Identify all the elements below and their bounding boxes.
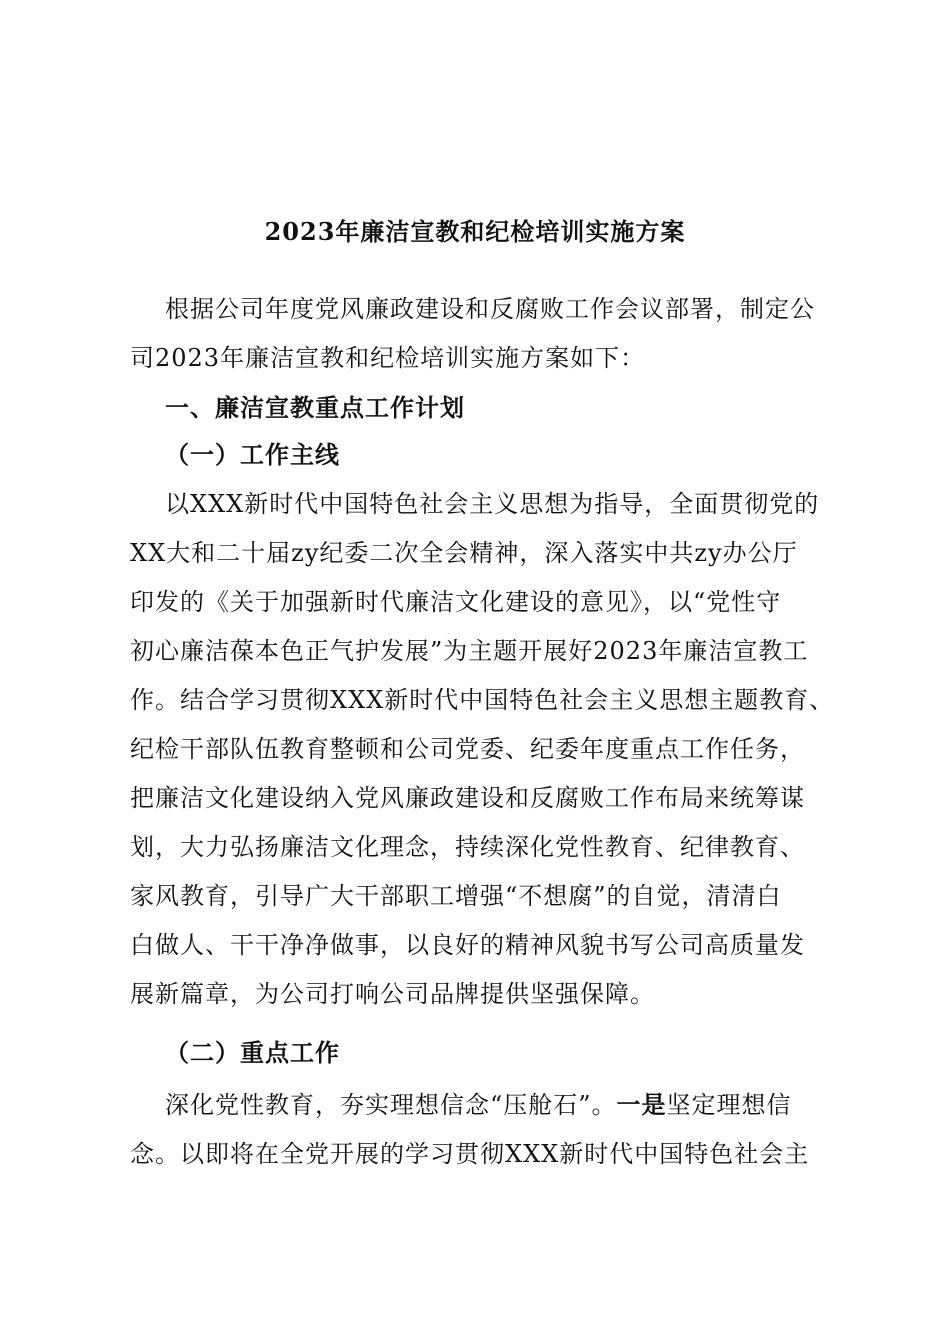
body-line: 白做人、干干净净做事，以良好的精神风貌书写公司高质量发 <box>130 931 805 959</box>
body-line: 纪检干部队伍教育整顿和公司党委、纪委年度重点工作任务， <box>130 735 805 763</box>
sub2-text-bold: 一是 <box>616 1090 667 1119</box>
body-line: 念。以即将在全党开展的学习贯彻XXX新时代中国特色社会主 <box>130 1140 810 1168</box>
sub2-heading: （二）重点工作 <box>165 1038 340 1067</box>
sub2-text-a: 深化党性教育，夯实理想信念“压舱石”。 <box>165 1091 617 1119</box>
body-line: 以XXX新时代中国特色社会主义思想为指导，全面贯彻党的 <box>165 490 820 518</box>
body-line: XX大和二十届zy纪委二次全会精神，深入落实中共zy办公厅 <box>130 539 798 567</box>
intro-paragraph <box>130 285 830 383</box>
body-line: 把廉洁文化建设纳入党风廉政建设和反腐败工作布局来统筹谋 <box>130 784 805 812</box>
body-line: 作。结合学习贯彻XXX新时代中国特色社会主义思想主题教育、 <box>130 686 835 714</box>
intro-line: 司2023年廉洁宣教和纪检培训实施方案如下： <box>130 344 646 372</box>
section1-heading: 一、廉洁宣教重点工作计划 <box>165 393 465 422</box>
sub2-paragraph <box>130 1080 830 1179</box>
section-heading <box>130 383 830 432</box>
body-line: 家风教育，引导广大干部职工增强“不想腐”的自觉，清清白 <box>130 882 782 910</box>
document-title: 2023年廉洁宣教和纪检培训实施方案 <box>264 217 686 246</box>
body-line: 展新篇章，为公司打响公司品牌提供坚强保障。 <box>130 980 655 1008</box>
subsection-heading <box>130 430 830 479</box>
intro-line: 根据公司年度党风廉政建设和反腐败工作会议部署，制定公 <box>165 295 815 323</box>
sub1-paragraph <box>130 480 835 1019</box>
sub1-heading: （一）工作主线 <box>165 440 340 469</box>
body-line <box>130 1080 830 1130</box>
subsection-heading <box>130 1028 830 1077</box>
body-line: 印发的《关于加强新时代廉洁文化建设的意见》，以“党性守 <box>130 588 782 616</box>
sub2-text-b: 坚定理想信 <box>666 1091 792 1119</box>
body-line: 划，大力弘扬廉洁文化理念，持续深化党性教育、纪律教育、 <box>130 833 805 861</box>
body-line: 初心廉洁葆本色正气护发展”为主题开展好2023年廉洁宣教工 <box>130 637 809 665</box>
